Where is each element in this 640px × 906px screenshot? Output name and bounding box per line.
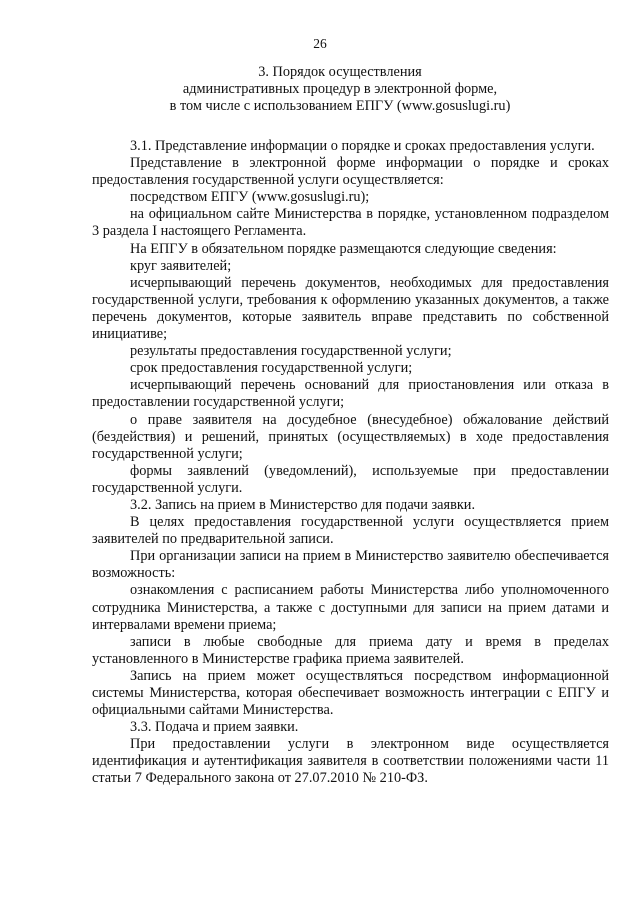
list-item: формы заявлений (уведомлений), используемые при предоставлении государственной услуги. [92, 462, 609, 496]
paragraph: Представление в электронной форме информации о порядке и сроках предоставления государственной услуги осуществляется: [92, 155, 609, 189]
list-item: посредством ЕПГУ (www.gosuslugi.ru); [130, 189, 370, 206]
paragraph: Запись на прием может осуществляться посредством информационной системы Министерства, которая обеспечивает возможность интеграции с ЕПГУ и официальными сайтами Министерства. [92, 667, 609, 719]
paragraph-3-3-title: 3.3. Подача и прием заявки. [130, 719, 299, 736]
body-text [92, 138, 609, 788]
paragraph: При предоставлении услуги в электронном виде осуществляется идентификация и аутентификация заявителя в соответствии положениями части 11 статьи 7 Федерального закона от 27.07.2010 № 210-ФЗ. [92, 736, 609, 787]
section-heading-line-2: административных процедур в электронной форме, [182, 81, 498, 97]
list-item: на официальном сайте Министерства в порядке, установленном подразделом 3 раздела I настоящего Регламента. [92, 206, 609, 240]
section-heading-line-3: в том числе с использованием ЕПГУ (www.gosuslugi.ru) [169, 98, 511, 114]
list-item: записи в любые свободные для приема дату и время в пределах установленного в Министерстве графика приема заявителей. [92, 633, 609, 667]
section-heading [80, 64, 600, 115]
list-item: результаты предоставления государственной услуги; [130, 343, 452, 360]
paragraph-3-2-title: 3.2. Запись на прием в Министерство для подачи заявки. [130, 496, 476, 513]
list-item: о праве заявителя на досудебное (внесудебное) обжалование действий (бездействия) и решений, принятых (осуществляемых) в ходе предоставления государственной услуги; [92, 411, 609, 462]
list-item: исчерпывающий перечень оснований для приостановления или отказа в предоставлении государственной услуги; [92, 377, 609, 411]
paragraph: При организации записи на прием в Министерство заявителю обеспечивается возможность: [92, 548, 609, 582]
page-number: 26 [313, 36, 327, 51]
list-item: исчерпывающий перечень документов, необходимых для предоставления государственной услуги, требования к оформлению указанных документов, а также перечень документов, которые заявитель вправе представить по собственной инициативе; [92, 274, 609, 343]
list-item: ознакомления с расписанием работы Министерства либо уполномоченного сотрудника Министерства, а также с доступными для записи на прием датами и интервалами времени приема; [92, 582, 609, 633]
list-item: круг заявителей; [130, 257, 232, 274]
paragraph-3-1-title: 3.1. Представление информации о порядке и сроках предоставления услуги. [130, 138, 595, 154]
paragraph: В целях предоставления государственной услуги осуществляется прием заявителей по предварительной записи. [92, 514, 609, 548]
list-item: срок предоставления государственной услуги; [130, 360, 413, 377]
section-heading-line-1: 3. Порядок осуществления [258, 64, 422, 80]
paragraph: На ЕПГУ в обязательном порядке размещаются следующие сведения: [130, 240, 557, 257]
